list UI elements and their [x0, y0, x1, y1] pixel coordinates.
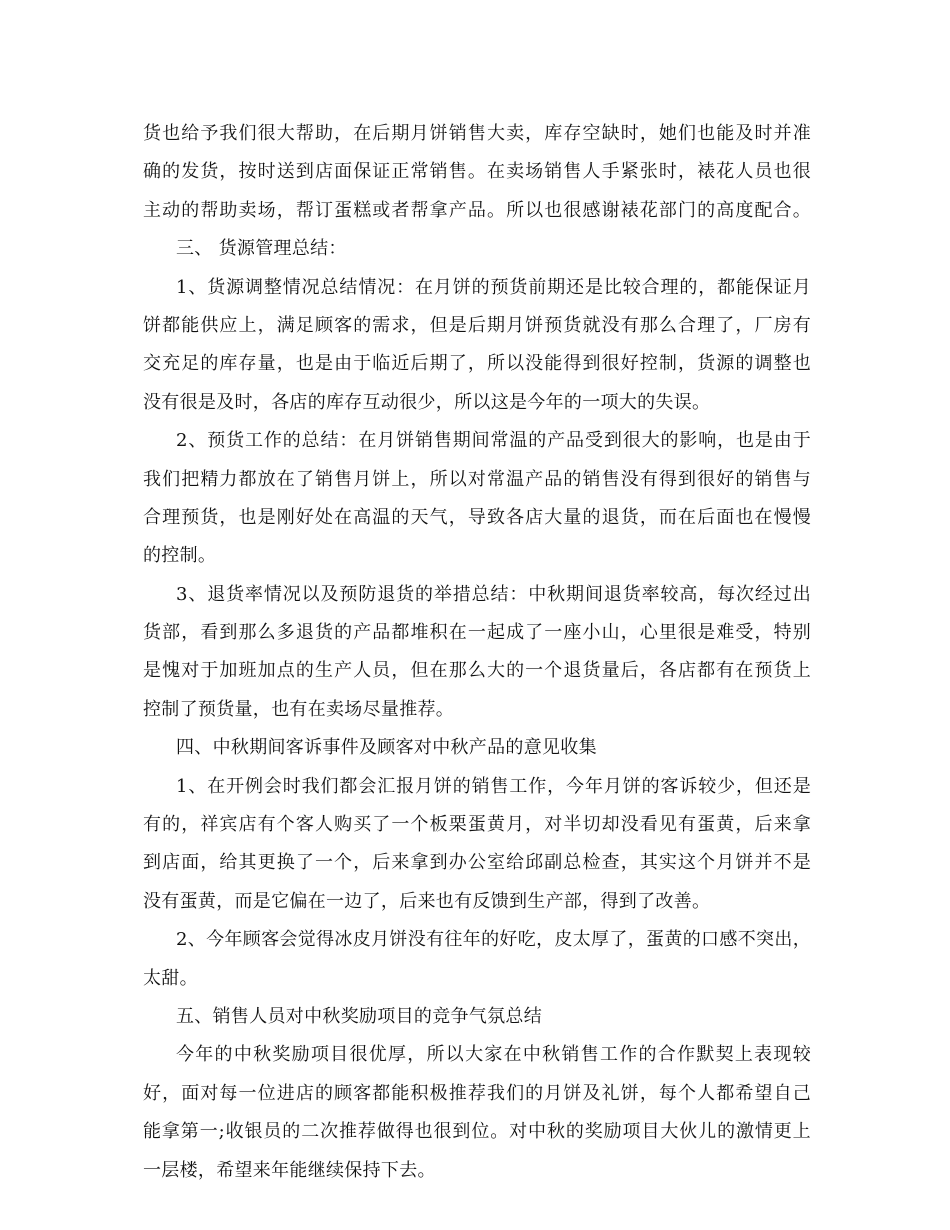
text-line: 合理预货，也是刚好处在高温的天气，导致各店大量的退货，而在后面也在慢慢: [143, 506, 811, 528]
text-line: 能拿第一;收银员的二次推荐做得也很到位。对中秋的奖励项目大伙儿的激情更上: [143, 1121, 811, 1143]
text-line: 饼都能供应上，满足顾客的需求，但是后期月饼预货就没有那么合理了，厂房有: [143, 314, 811, 336]
text-line: 好，面对每一位进店的顾客都能积极推荐我们的月饼及礼饼，每个人都希望自己: [143, 1082, 811, 1104]
section-heading: 四、中秋期间客诉事件及顾客对中秋产品的意见收集: [176, 737, 597, 759]
text-line: 没有蛋黄，而是它偏在一边了，后来也有反馈到生产部，得到了改善。: [143, 890, 711, 912]
text-line: 是愧对于加班加点的生产人员，但在那么大的一个退货量后，各店都有在预货上: [143, 660, 811, 682]
text-line: 没有很是及时，各店的库存互动很少，所以这是今年的一项大的失误。: [143, 391, 711, 413]
text-line: 1、货源调整情况总结情况：在月饼的预货前期还是比较合理的，都能保证月: [176, 276, 811, 298]
text-line: 交充足的库存量，也是由于临近后期了，所以没能得到很好控制，货源的调整也: [143, 353, 811, 375]
text-line: 1、在开例会时我们都会汇报月饼的销售工作，今年月饼的客诉较少，但还是: [176, 775, 811, 797]
text-line: 的控制。: [143, 545, 217, 567]
text-line: 到店面，给其更换了一个，后来拿到办公室给邱副总检查，其实这个月饼并不是: [143, 852, 811, 874]
text-line: 货也给予我们很大帮助，在后期月饼销售大卖，库存空缺时，她们也能及时并准: [143, 123, 811, 144]
section-heading: 三、 货源管理总结：: [176, 238, 347, 260]
text-line: 我们把精力都放在了销售月饼上，所以对常温产品的销售没有得到很好的销售与: [143, 468, 811, 490]
text-line: 2、预货工作的总结：在月饼销售期间常温的产品受到很大的影响，也是由于: [176, 430, 811, 452]
document-page: [143, 115, 811, 1190]
text-line: 一层楼，希望来年能继续保持下去。: [143, 1159, 436, 1181]
text-line: 2、今年顾客会觉得冰皮月饼没有往年的好吃，皮太厚了，蛋黄的口感不突出，: [176, 929, 811, 951]
text-line: 有的，祥宾店有个客人购买了一个板栗蛋黄月，对半切却没看见有蛋黄，后来拿: [143, 814, 811, 836]
text-line: 货部，看到那么多退货的产品都堆积在一起成了一座小山，心里很是难受，特别: [143, 622, 811, 644]
text-line: 3、退货率情况以及预防退货的举措总结：中秋期间退货率较高，每次经过出: [176, 583, 811, 605]
text-line: 主动的帮助卖场，帮订蛋糕或者帮拿产品。所以也很感谢裱花部门的高度配合。: [143, 199, 811, 221]
text-line: 确的发货，按时送到店面保证正常销售。在卖场销售人手紧张时，裱花人员也很: [143, 161, 811, 183]
text-line: 今年的中秋奖励项目很优厚，所以大家在中秋销售工作的合作默契上表现较: [176, 1044, 811, 1066]
section-heading: 五、销售人员对中秋奖励项目的竞争气氛总结: [176, 1005, 542, 1027]
text-line: 太甜。: [143, 967, 198, 989]
text-line: 控制了预货量，也有在卖场尽量推荐。: [143, 698, 455, 720]
